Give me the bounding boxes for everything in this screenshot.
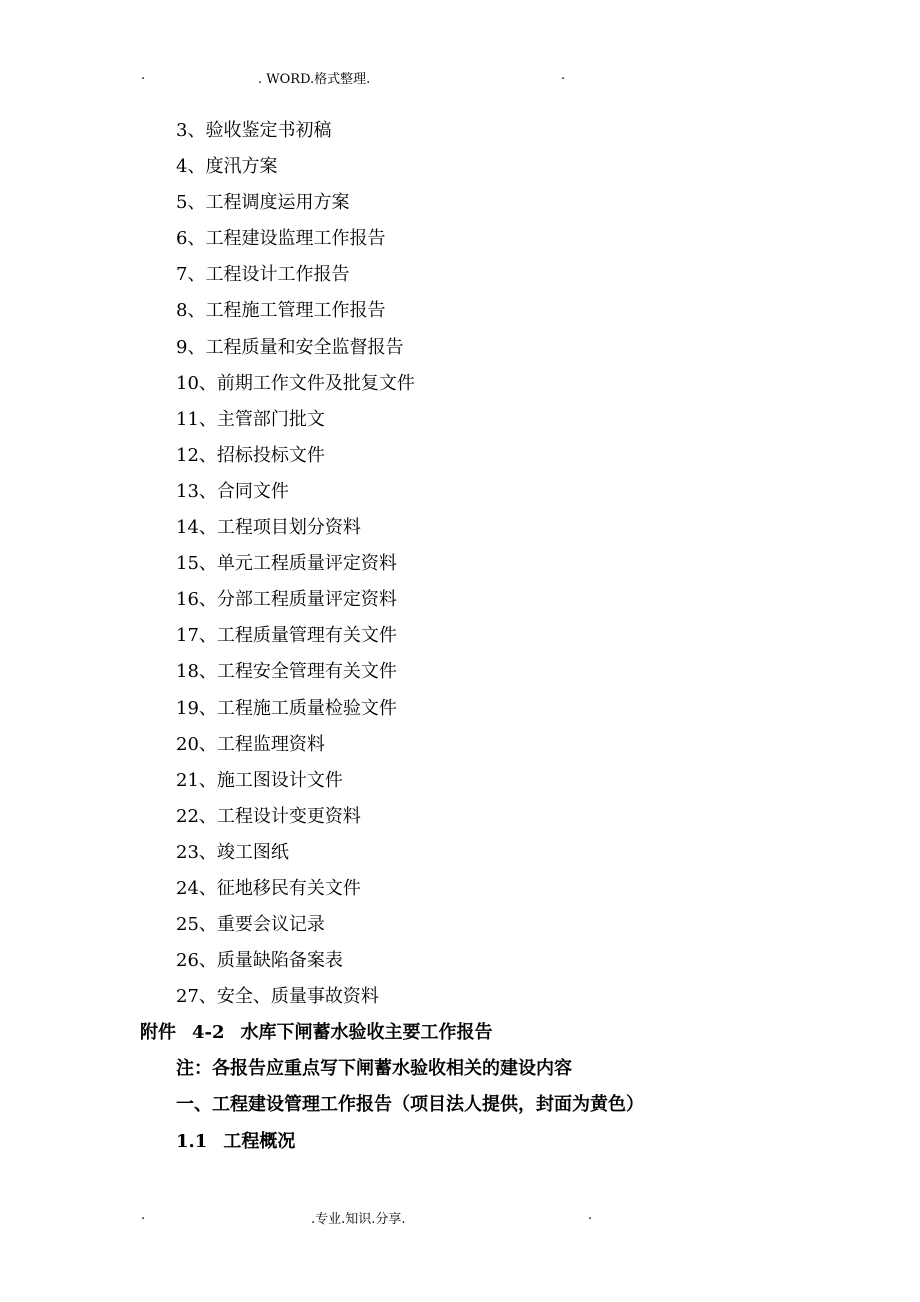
list-item: 23、竣工图纸: [176, 841, 289, 863]
list-item: 16、分部工程质量评定资料: [176, 589, 397, 611]
appendix-heading: [140, 1015, 493, 1051]
subsection-title: 工程概况: [223, 1131, 296, 1152]
list-item: 4、度汛方案: [176, 156, 278, 178]
list-item: 18、工程安全管理有关文件: [176, 661, 397, 683]
list-item: 10、前期工作文件及批复文件: [176, 372, 415, 394]
list-item: 14、工程项目划分资料: [176, 517, 361, 539]
list-item: 27、安全、质量事故资料: [176, 986, 379, 1008]
list-item: 19、工程施工质量检验文件: [176, 697, 397, 719]
list-item: 7、工程设计工作报告: [176, 264, 350, 286]
list-item: 13、合同文件: [176, 480, 289, 502]
subsection-number: 1.1: [176, 1131, 208, 1152]
list-item: 22、工程设计变更资料: [176, 805, 361, 827]
list-item: 21、施工图设计文件: [176, 769, 343, 791]
attachment-list: [176, 113, 415, 1015]
header-dot-left: .: [141, 68, 146, 83]
list-item: 20、工程监理资料: [176, 733, 325, 755]
list-item: 11、主管部门批文: [176, 408, 325, 430]
footer-dot-left: .: [141, 1208, 146, 1223]
section-heading: 一、工程建设管理工作报告（项目法人提供，封面为黄色）: [176, 1094, 644, 1115]
note-text: 注：各报告应重点写下闸蓄水验收相关的建设内容: [176, 1058, 572, 1079]
appendix-title: 水库下闸蓄水验收主要工作报告: [240, 1022, 493, 1043]
subsection-heading: [176, 1124, 295, 1160]
list-item: 9、工程质量和安全监督报告: [176, 336, 404, 358]
list-item: 15、单元工程质量评定资料: [176, 553, 397, 575]
appendix-label: 附件: [140, 1022, 176, 1043]
list-item: 24、征地移民有关文件: [176, 877, 361, 899]
list-item: 8、工程施工管理工作报告: [176, 300, 386, 322]
list-item: 3、验收鉴定书初稿: [176, 120, 332, 141]
header-dot-right: .: [561, 68, 566, 83]
header-text: . WORD.格式整理.: [258, 72, 371, 87]
list-item: 5、工程调度运用方案: [176, 192, 350, 214]
list-item: 6、工程建设监理工作报告: [176, 228, 386, 250]
list-item: 26、质量缺陷备案表: [176, 950, 343, 972]
list-item: 17、工程质量管理有关文件: [176, 625, 397, 647]
footer-dot-right: .: [588, 1208, 593, 1223]
page-footer: [0, 1208, 920, 1228]
page-header: [0, 68, 920, 88]
footer-text: .专业.知识.分享.: [311, 1212, 406, 1227]
list-item: 12、招标投标文件: [176, 444, 325, 466]
list-item: 25、重要会议记录: [176, 914, 325, 936]
appendix-number: 4-2: [192, 1022, 225, 1043]
